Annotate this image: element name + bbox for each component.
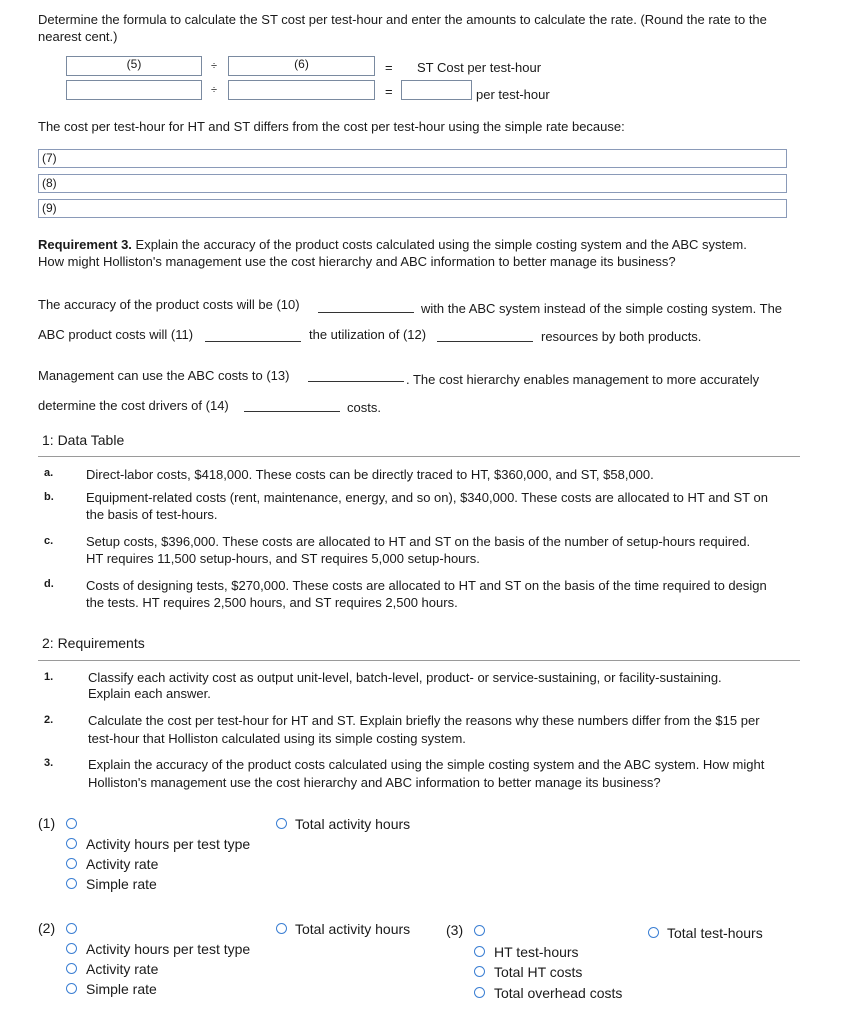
option-1-total-activity-hours[interactable]: Total activity hours bbox=[295, 816, 411, 832]
answer-11-blank[interactable] bbox=[205, 341, 301, 342]
option-2-activity-hours-per-test-type[interactable]: Activity hours per test type bbox=[86, 941, 251, 957]
rate-result-input[interactable] bbox=[401, 80, 472, 100]
requirement-line: test-hour that Holliston calculated using its simple costing system. bbox=[88, 731, 466, 746]
requirement-3-line-2: How might Holliston's management use the cost hierarchy and ABC information to better manage its business? bbox=[38, 254, 676, 269]
radio-3-total-overhead-costs[interactable] bbox=[474, 987, 485, 998]
data-item-line: Direct-labor costs, $418,000. These costs can be directly traced to HT, $360,000, and ST, $58,000. bbox=[86, 467, 654, 482]
option-group-3-label: (3) bbox=[446, 922, 464, 938]
answer-8-select[interactable]: (8) bbox=[38, 174, 787, 193]
requirements-rule bbox=[38, 660, 800, 661]
accuracy-12-lead: the utilization of (12) bbox=[309, 327, 427, 342]
option-1-activity-hours-per-test-type[interactable]: Activity hours per test type bbox=[86, 836, 251, 852]
management-14-lead: determine the cost drivers of (14) bbox=[38, 398, 229, 413]
formula-numerator-input[interactable] bbox=[66, 56, 202, 76]
management-14-trail: costs. bbox=[347, 400, 381, 415]
option-group-2-label: (2) bbox=[38, 920, 56, 936]
answer-13-blank[interactable] bbox=[308, 381, 404, 382]
radio-2-blank[interactable] bbox=[66, 923, 77, 934]
radio-1-blank[interactable] bbox=[66, 818, 77, 829]
answer-14-blank[interactable] bbox=[244, 411, 340, 412]
requirement-line: Classify each activity cost as output unit-level, batch-level, product- or service-sustaining, or facility-sustaining. bbox=[88, 670, 722, 685]
accuracy-10-trail: with the ABC system instead of the simple costing system. The bbox=[421, 301, 783, 316]
data-table-title: 1: Data Table bbox=[42, 432, 125, 448]
accuracy-11-lead: ABC product costs will (11) bbox=[38, 327, 194, 342]
management-13-trail: . The cost hierarchy enables management to more accurately bbox=[406, 372, 760, 387]
divide-sign: ÷ bbox=[211, 60, 218, 72]
option-3-total-ht-costs[interactable]: Total HT costs bbox=[494, 964, 583, 980]
radio-2-total-activity-hours[interactable] bbox=[276, 923, 287, 934]
radio-1-simple-rate[interactable] bbox=[66, 878, 77, 889]
requirement-marker: 2. bbox=[44, 714, 54, 726]
radio-2-activity-hours-per-test-type[interactable] bbox=[66, 943, 77, 954]
data-item-marker: d. bbox=[44, 578, 54, 590]
requirement-line: Calculate the cost per test-hour for HT and ST. Explain briefly the reasons why these numbers differ from the $15 per bbox=[88, 713, 760, 728]
requirement-line: Explain each answer. bbox=[88, 686, 211, 701]
answer-12-blank[interactable] bbox=[437, 341, 533, 342]
data-item-line: the tests. HT requires 2,500 hours, and ST requires 2,500 hours. bbox=[86, 595, 458, 610]
accuracy-12-trail: resources by both products. bbox=[541, 329, 702, 344]
data-item-line: HT requires 11,500 setup-hours, and ST requires 5,000 setup-hours. bbox=[86, 551, 480, 566]
option-2-simple-rate[interactable]: Simple rate bbox=[86, 981, 157, 997]
data-item-line: Equipment-related costs (rent, maintenance, energy, and so on), $340,000. These costs are allocated to HT and ST on bbox=[86, 490, 768, 505]
radio-3-total-test-hours[interactable] bbox=[648, 927, 659, 938]
data-item-line: Setup costs, $396,000. These costs are allocated to HT and ST on the basis of the number of setup-hours required. bbox=[86, 534, 751, 549]
data-table-rule bbox=[38, 456, 800, 457]
accuracy-10-lead: The accuracy of the product costs will be (10) bbox=[38, 297, 300, 312]
requirement-3-bold: Requirement 3. bbox=[38, 237, 132, 252]
result-label: ST Cost per test-hour bbox=[417, 60, 542, 75]
formula-denominator-input[interactable] bbox=[228, 56, 375, 76]
option-group-1-label: (1) bbox=[38, 815, 56, 831]
option-2-total-activity-hours[interactable]: Total activity hours bbox=[295, 921, 411, 937]
data-item-line: the basis of test-hours. bbox=[86, 507, 218, 522]
equals-sign-2: = bbox=[385, 84, 393, 99]
radio-1-activity-rate[interactable] bbox=[66, 858, 77, 869]
radio-2-simple-rate[interactable] bbox=[66, 983, 77, 994]
divide-sign-2: ÷ bbox=[211, 84, 218, 96]
rate-result-label: per test-hour bbox=[476, 87, 550, 102]
data-item-marker: b. bbox=[44, 491, 54, 503]
requirement-marker: 3. bbox=[44, 757, 54, 769]
requirement-line: Explain the accuracy of the product costs calculated using the simple costing system and the ABC system. How might bbox=[88, 757, 765, 772]
radio-3-total-ht-costs[interactable] bbox=[474, 966, 485, 977]
formula2-denominator-input[interactable] bbox=[228, 80, 375, 100]
radio-3-ht-test-hours[interactable] bbox=[474, 946, 485, 957]
requirement-3-heading bbox=[38, 236, 747, 253]
management-13-lead: Management can use the ABC costs to (13) bbox=[38, 368, 290, 383]
option-2-activity-rate[interactable]: Activity rate bbox=[86, 961, 159, 977]
instruction-line-2: nearest cent.) bbox=[38, 29, 118, 44]
reason-text: The cost per test-hour for HT and ST differs from the cost per test-hour using the simple rate because: bbox=[38, 119, 625, 134]
option-3-total-test-hours[interactable]: Total test-hours bbox=[667, 925, 763, 941]
answer-10-blank[interactable] bbox=[318, 312, 414, 313]
equals-sign: = bbox=[385, 60, 393, 75]
requirements-title: 2: Requirements bbox=[42, 635, 145, 651]
radio-1-total-activity-hours[interactable] bbox=[276, 818, 287, 829]
data-item-marker: c. bbox=[44, 535, 54, 547]
answer-9-select[interactable]: (9) bbox=[38, 199, 787, 218]
requirement-3-line-1: Explain the accuracy of the product costs calculated using the simple costing system and the ABC system. bbox=[131, 237, 747, 252]
data-item-marker: a. bbox=[44, 467, 54, 479]
requirement-line: Holliston's management use the cost hierarchy and ABC information to better manage its business? bbox=[88, 775, 661, 790]
option-3-ht-test-hours[interactable]: HT test-hours bbox=[494, 944, 579, 960]
option-3-total-overhead-costs[interactable]: Total overhead costs bbox=[494, 985, 623, 1001]
radio-3-blank[interactable] bbox=[474, 925, 485, 936]
data-item-line: Costs of designing tests, $270,000. These costs are allocated to HT and ST on the basis of the time required to design bbox=[86, 578, 767, 593]
denominator-label: (6) bbox=[294, 57, 309, 71]
instruction-line-1: Determine the formula to calculate the ST cost per test-hour and enter the amounts to calculate the rate. (Round the rate to the bbox=[38, 12, 767, 27]
formula2-numerator-input[interactable] bbox=[66, 80, 202, 100]
radio-2-activity-rate[interactable] bbox=[66, 963, 77, 974]
option-1-simple-rate[interactable]: Simple rate bbox=[86, 876, 157, 892]
option-1-activity-rate[interactable]: Activity rate bbox=[86, 856, 159, 872]
answer-7-select[interactable]: (7) bbox=[38, 149, 787, 168]
numerator-label: (5) bbox=[126, 57, 142, 71]
requirement-marker: 1. bbox=[44, 671, 54, 683]
radio-1-activity-hours-per-test-type[interactable] bbox=[66, 838, 77, 849]
